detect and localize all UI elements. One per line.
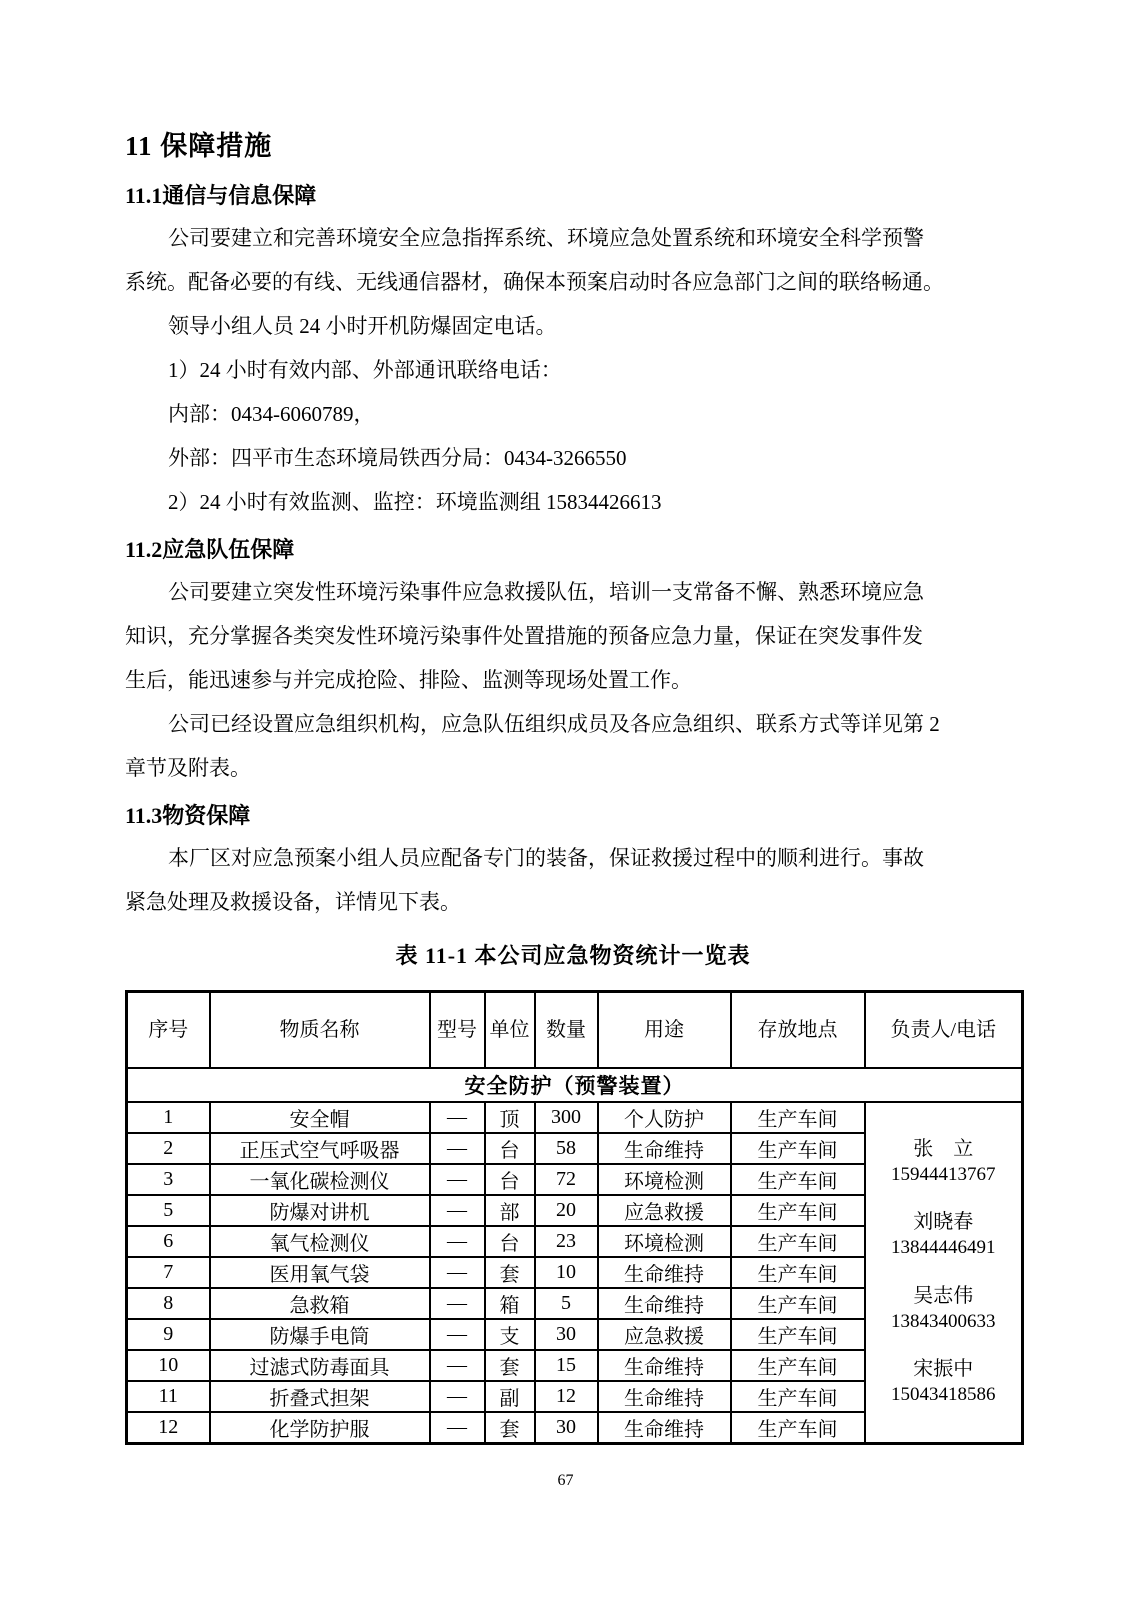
cell-model: — xyxy=(430,1319,485,1350)
cell-use: 环境检测 xyxy=(598,1226,731,1257)
cell-name: 医用氧气袋 xyxy=(210,1257,430,1288)
cell-qty: 300 xyxy=(535,1102,598,1133)
contact-phone: 13843400633 xyxy=(891,1310,996,1332)
cell-qty: 30 xyxy=(535,1412,598,1444)
section-11-1-body xyxy=(125,216,1021,524)
contact-name: 刘晓春 xyxy=(913,1211,974,1234)
cell-no: 12 xyxy=(127,1412,210,1444)
table-caption: 表 11-1 本公司应急物资统计一览表 xyxy=(395,943,751,968)
cell-no: 3 xyxy=(127,1164,210,1195)
cell-name: 正压式空气呼吸器 xyxy=(210,1133,430,1164)
paragraph-line: 公司要建立突发性环境污染事件应急救援队伍，培训一支常备不懈、熟悉环境应急 xyxy=(168,580,924,604)
cell-use: 生命维持 xyxy=(598,1288,731,1319)
cell-qty: 23 xyxy=(535,1226,598,1257)
cell-name: 化学防护服 xyxy=(210,1412,430,1444)
contact-group xyxy=(868,1284,1020,1334)
contact-group xyxy=(868,1357,1020,1407)
cell-model: — xyxy=(430,1350,485,1381)
paragraph-line: 外部：四平市生态环境局铁西分局：0434-3266550 xyxy=(168,446,627,470)
cell-qty: 15 xyxy=(535,1350,598,1381)
cell-unit: 台 xyxy=(485,1133,535,1164)
contact-stack xyxy=(868,1113,1020,1431)
cell-unit: 箱 xyxy=(485,1288,535,1319)
paragraph-line: 本厂区对应急预案小组人员应配备专门的装备，保证救援过程中的顺利进行。事故 xyxy=(168,846,924,870)
cell-no: 5 xyxy=(127,1195,210,1226)
cell-use: 生命维持 xyxy=(598,1257,731,1288)
paragraph-line: 2）24 小时有效监测、监控：环境监测组 15834426613 xyxy=(168,490,662,514)
cell-qty: 72 xyxy=(535,1164,598,1195)
cell-no: 6 xyxy=(127,1226,210,1257)
page-number: 67 xyxy=(557,1472,574,1489)
cell-name: 折叠式担架 xyxy=(210,1381,430,1412)
cell-model: — xyxy=(430,1381,485,1412)
contact-name: 张 立 xyxy=(913,1137,974,1160)
column-header: 存放地点 xyxy=(731,992,865,1068)
supplies-table xyxy=(125,990,1024,1445)
section-11-3-body xyxy=(125,836,1021,924)
contact-name: 宋振中 xyxy=(913,1358,974,1381)
cell-name: 防爆对讲机 xyxy=(210,1195,430,1226)
paragraph-line: 内部：0434-6060789， xyxy=(168,402,375,426)
cell-loc: 生产车间 xyxy=(731,1381,865,1412)
cell-name: 防爆手电筒 xyxy=(210,1319,430,1350)
cell-loc: 生产车间 xyxy=(731,1226,865,1257)
cell-qty: 12 xyxy=(535,1381,598,1412)
cell-qty: 5 xyxy=(535,1288,598,1319)
column-header: 用途 xyxy=(598,992,731,1068)
column-header: 序号 xyxy=(127,992,210,1068)
cell-use: 生命维持 xyxy=(598,1133,731,1164)
paragraph-line: 知识，充分掌握各类突发性环境污染事件处置措施的预备应急力量，保证在突发事件发 xyxy=(125,624,923,648)
cell-use: 应急救援 xyxy=(598,1319,731,1350)
column-header: 型号 xyxy=(430,992,485,1068)
paragraph-line: 章节及附表。 xyxy=(125,756,251,780)
contact-name: 吴志伟 xyxy=(913,1284,974,1307)
cell-use: 应急救援 xyxy=(598,1195,731,1226)
cell-no: 8 xyxy=(127,1288,210,1319)
paragraph-line: 领导小组人员 24 小时开机防爆固定电话。 xyxy=(168,314,557,338)
cell-no: 7 xyxy=(127,1257,210,1288)
cell-unit: 套 xyxy=(485,1350,535,1381)
cell-loc: 生产车间 xyxy=(731,1195,865,1226)
paragraph-line: 1）24 小时有效内部、外部通讯联络电话： xyxy=(168,358,562,382)
cell-qty: 10 xyxy=(535,1257,598,1288)
section-heading-11-2: 11.2应急队伍保障 xyxy=(125,537,295,562)
paragraph-line: 公司要建立和完善环境安全应急指挥系统、环境应急处置系统和环境安全科学预警 xyxy=(168,226,924,250)
cell-unit: 部 xyxy=(485,1195,535,1226)
cell-loc: 生产车间 xyxy=(731,1288,865,1319)
cell-model: — xyxy=(430,1288,485,1319)
section-11-2-body xyxy=(125,570,1021,790)
cell-loc: 生产车间 xyxy=(731,1164,865,1195)
table-row xyxy=(127,1102,1023,1133)
cell-no: 10 xyxy=(127,1350,210,1381)
contact-phone: 13844446491 xyxy=(891,1237,996,1259)
cell-unit: 台 xyxy=(485,1164,535,1195)
cell-qty: 30 xyxy=(535,1319,598,1350)
page-content xyxy=(125,128,1021,1445)
contact-cell xyxy=(865,1102,1023,1444)
cell-unit: 套 xyxy=(485,1257,535,1288)
cell-model: — xyxy=(430,1195,485,1226)
cell-loc: 生产车间 xyxy=(731,1350,865,1381)
cell-use: 生命维持 xyxy=(598,1381,731,1412)
cell-model: — xyxy=(430,1226,485,1257)
column-header: 物质名称 xyxy=(210,992,430,1068)
cell-unit: 台 xyxy=(485,1226,535,1257)
cell-model: — xyxy=(430,1164,485,1195)
cell-model: — xyxy=(430,1257,485,1288)
column-header: 单位 xyxy=(485,992,535,1068)
paragraph-line: 公司已经设置应急组织机构，应急队伍组织成员及各应急组织、联系方式等详见第 2 xyxy=(168,712,940,736)
group-header-cell: 安全防护（预警装置） xyxy=(127,1068,1023,1102)
cell-no: 11 xyxy=(127,1381,210,1412)
cell-no: 2 xyxy=(127,1133,210,1164)
table-group-header-row xyxy=(127,1068,1023,1102)
cell-name: 过滤式防毒面具 xyxy=(210,1350,430,1381)
contact-phone: 15043418586 xyxy=(891,1384,996,1406)
cell-model: — xyxy=(430,1412,485,1444)
paragraph-line: 紧急处理及救援设备，详情见下表。 xyxy=(125,890,461,914)
column-header: 数量 xyxy=(535,992,598,1068)
contact-group xyxy=(868,1137,1020,1187)
cell-qty: 20 xyxy=(535,1195,598,1226)
cell-unit: 支 xyxy=(485,1319,535,1350)
cell-unit: 顶 xyxy=(485,1102,535,1133)
column-header: 负责人/电话 xyxy=(865,992,1023,1068)
cell-model: — xyxy=(430,1133,485,1164)
cell-loc: 生产车间 xyxy=(731,1133,865,1164)
cell-no: 1 xyxy=(127,1102,210,1133)
paragraph-line: 生后，能迅速参与并完成抢险、排险、监测等现场处置工作。 xyxy=(125,668,692,692)
contact-group xyxy=(868,1210,1020,1260)
cell-unit: 套 xyxy=(485,1412,535,1444)
cell-loc: 生产车间 xyxy=(731,1102,865,1133)
cell-loc: 生产车间 xyxy=(731,1412,865,1444)
cell-name: 安全帽 xyxy=(210,1102,430,1133)
cell-qty: 58 xyxy=(535,1133,598,1164)
cell-use: 个人防护 xyxy=(598,1102,731,1133)
chapter-heading: 11 保障措施 xyxy=(125,131,273,161)
cell-name: 急救箱 xyxy=(210,1288,430,1319)
cell-use: 生命维持 xyxy=(598,1350,731,1381)
contact-phone: 15944413767 xyxy=(891,1163,996,1185)
table-header-row xyxy=(127,992,1023,1068)
cell-name: 氧气检测仪 xyxy=(210,1226,430,1257)
cell-unit: 副 xyxy=(485,1381,535,1412)
section-heading-11-1: 11.1通信与信息保障 xyxy=(125,183,317,208)
cell-loc: 生产车间 xyxy=(731,1257,865,1288)
cell-no: 9 xyxy=(127,1319,210,1350)
paragraph-line: 系统。配备必要的有线、无线通信器材，确保本预案启动时各应急部门之间的联络畅通。 xyxy=(125,270,944,294)
cell-use: 环境检测 xyxy=(598,1164,731,1195)
cell-model: — xyxy=(430,1102,485,1133)
cell-use: 生命维持 xyxy=(598,1412,731,1444)
cell-loc: 生产车间 xyxy=(731,1319,865,1350)
cell-name: 一氧化碳检测仪 xyxy=(210,1164,430,1195)
section-heading-11-3: 11.3物资保障 xyxy=(125,803,251,828)
